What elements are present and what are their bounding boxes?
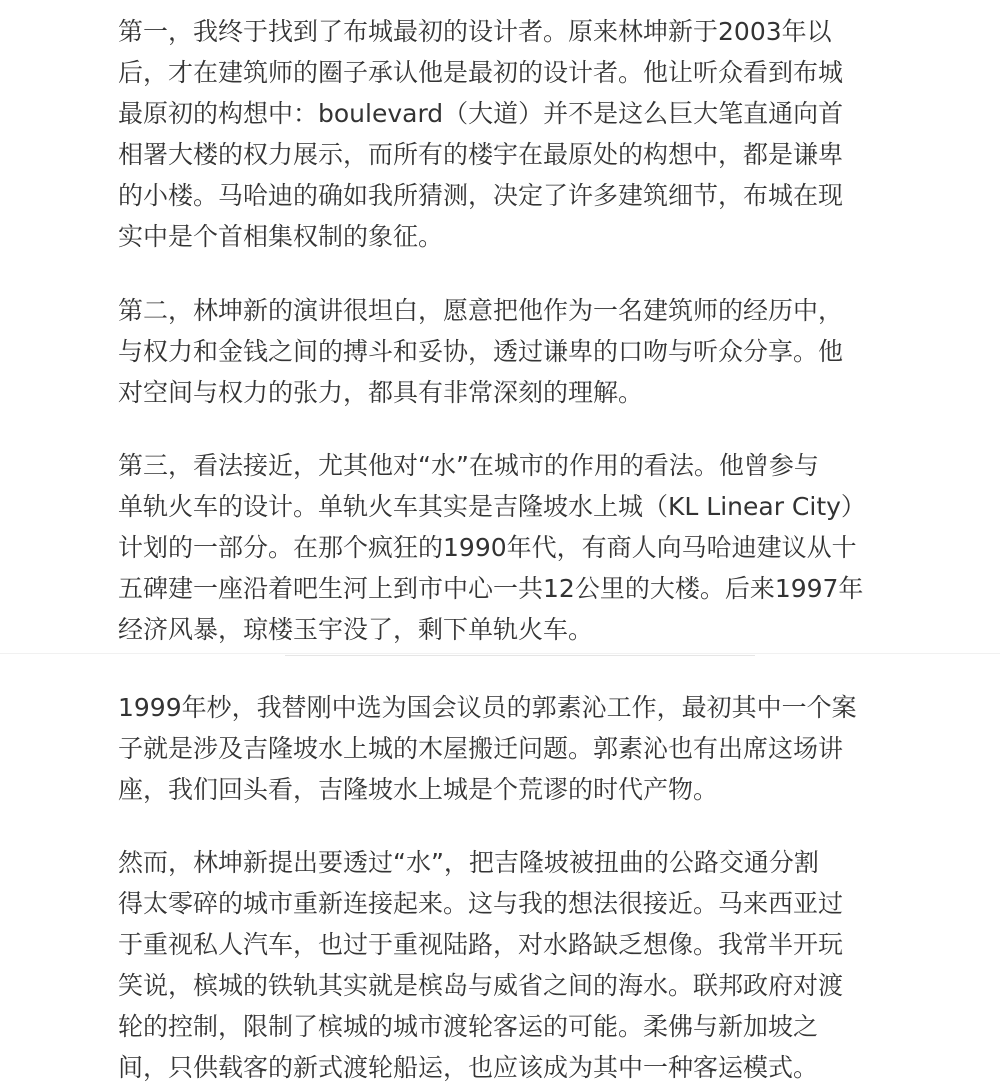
text-line: 与权力和金钱之间的搏斗和妥协，透过谦卑的口吻与听众分享。他 <box>118 337 844 366</box>
paragraph-5 <box>118 842 918 1088</box>
paragraph-2 <box>118 290 918 413</box>
text-line: 第二，林坤新的演讲很坦白，愿意把他作为一名建筑师的经历中， <box>118 296 844 325</box>
text-line: 实中是个首相集权制的象征。 <box>118 222 444 251</box>
text-line: 得太零碎的城市重新连接起来。这与我的想法很接近。马来西亚过 <box>118 889 844 918</box>
paragraph-4 <box>118 687 918 810</box>
text-line: 第一，我终于找到了布城最初的设计者。原来林坤新于2003年以 <box>118 17 832 46</box>
text-line: 笑说，槟城的铁轨其实就是槟岛与威省之间的海水。联邦政府对渡 <box>118 971 844 1000</box>
text-line: 座，我们回头看，吉隆坡水上城是个荒谬的时代产物。 <box>118 775 719 804</box>
text-line: 然而，林坤新提出要透过“水”，把吉隆坡被扭曲的公路交通分割 <box>118 848 819 877</box>
text-line: 最原初的构想中：boulevard（大道）并不是这么巨大笔直通向首 <box>118 99 844 128</box>
paragraph-1 <box>118 11 918 257</box>
text-line: 间，只供载客的新式渡轮船运，也应该成为其中一种客运模式。 <box>118 1053 819 1082</box>
paragraph-3 <box>118 445 918 650</box>
text-line: 第三，看法接近，尤其他对“水”在城市的作用的看法。他曾参与 <box>118 451 819 480</box>
text-line: 单轨火车的设计。单轨火车其实是吉隆坡水上城（KL Linear City） <box>118 492 866 521</box>
text-line: 对空间与权力的张力，都具有非常深刻的理解。 <box>118 378 644 407</box>
text-line: 轮的控制，限制了槟城的城市渡轮客运的可能。柔佛与新加坡之 <box>118 1012 819 1041</box>
text-line: 的小楼。马哈迪的确如我所猜测，决定了许多建筑细节，布城在现 <box>118 181 844 210</box>
text-line: 后，才在建筑师的圈子承认他是最初的设计者。他让听众看到布城 <box>118 58 844 87</box>
section-divider <box>0 653 1000 654</box>
text-line: 相署大楼的权力展示，而所有的楼宇在最原处的构想中，都是谦卑 <box>118 140 844 169</box>
text-line: 1999年杪，我替刚中选为国会议员的郭素沁工作，最初其中一个案 <box>118 693 857 722</box>
text-line: 经济风暴，琼楼玉宇没了，剩下单轨火车。 <box>118 615 594 644</box>
text-line: 五碑建一座沿着吧生河上到市中心一共12公里的大楼。后来1997年 <box>118 574 864 603</box>
text-line: 计划的一部分。在那个疯狂的1990年代，有商人向马哈迪建议从十 <box>118 533 857 562</box>
text-line: 于重视私人汽车，也过于重视陆路，对水路缺乏想像。我常半开玩 <box>118 930 844 959</box>
text-line: 子就是涉及吉隆坡水上城的木屋搬迁问题。郭素沁也有出席这场讲 <box>118 734 844 763</box>
section-divider-line <box>285 655 755 656</box>
